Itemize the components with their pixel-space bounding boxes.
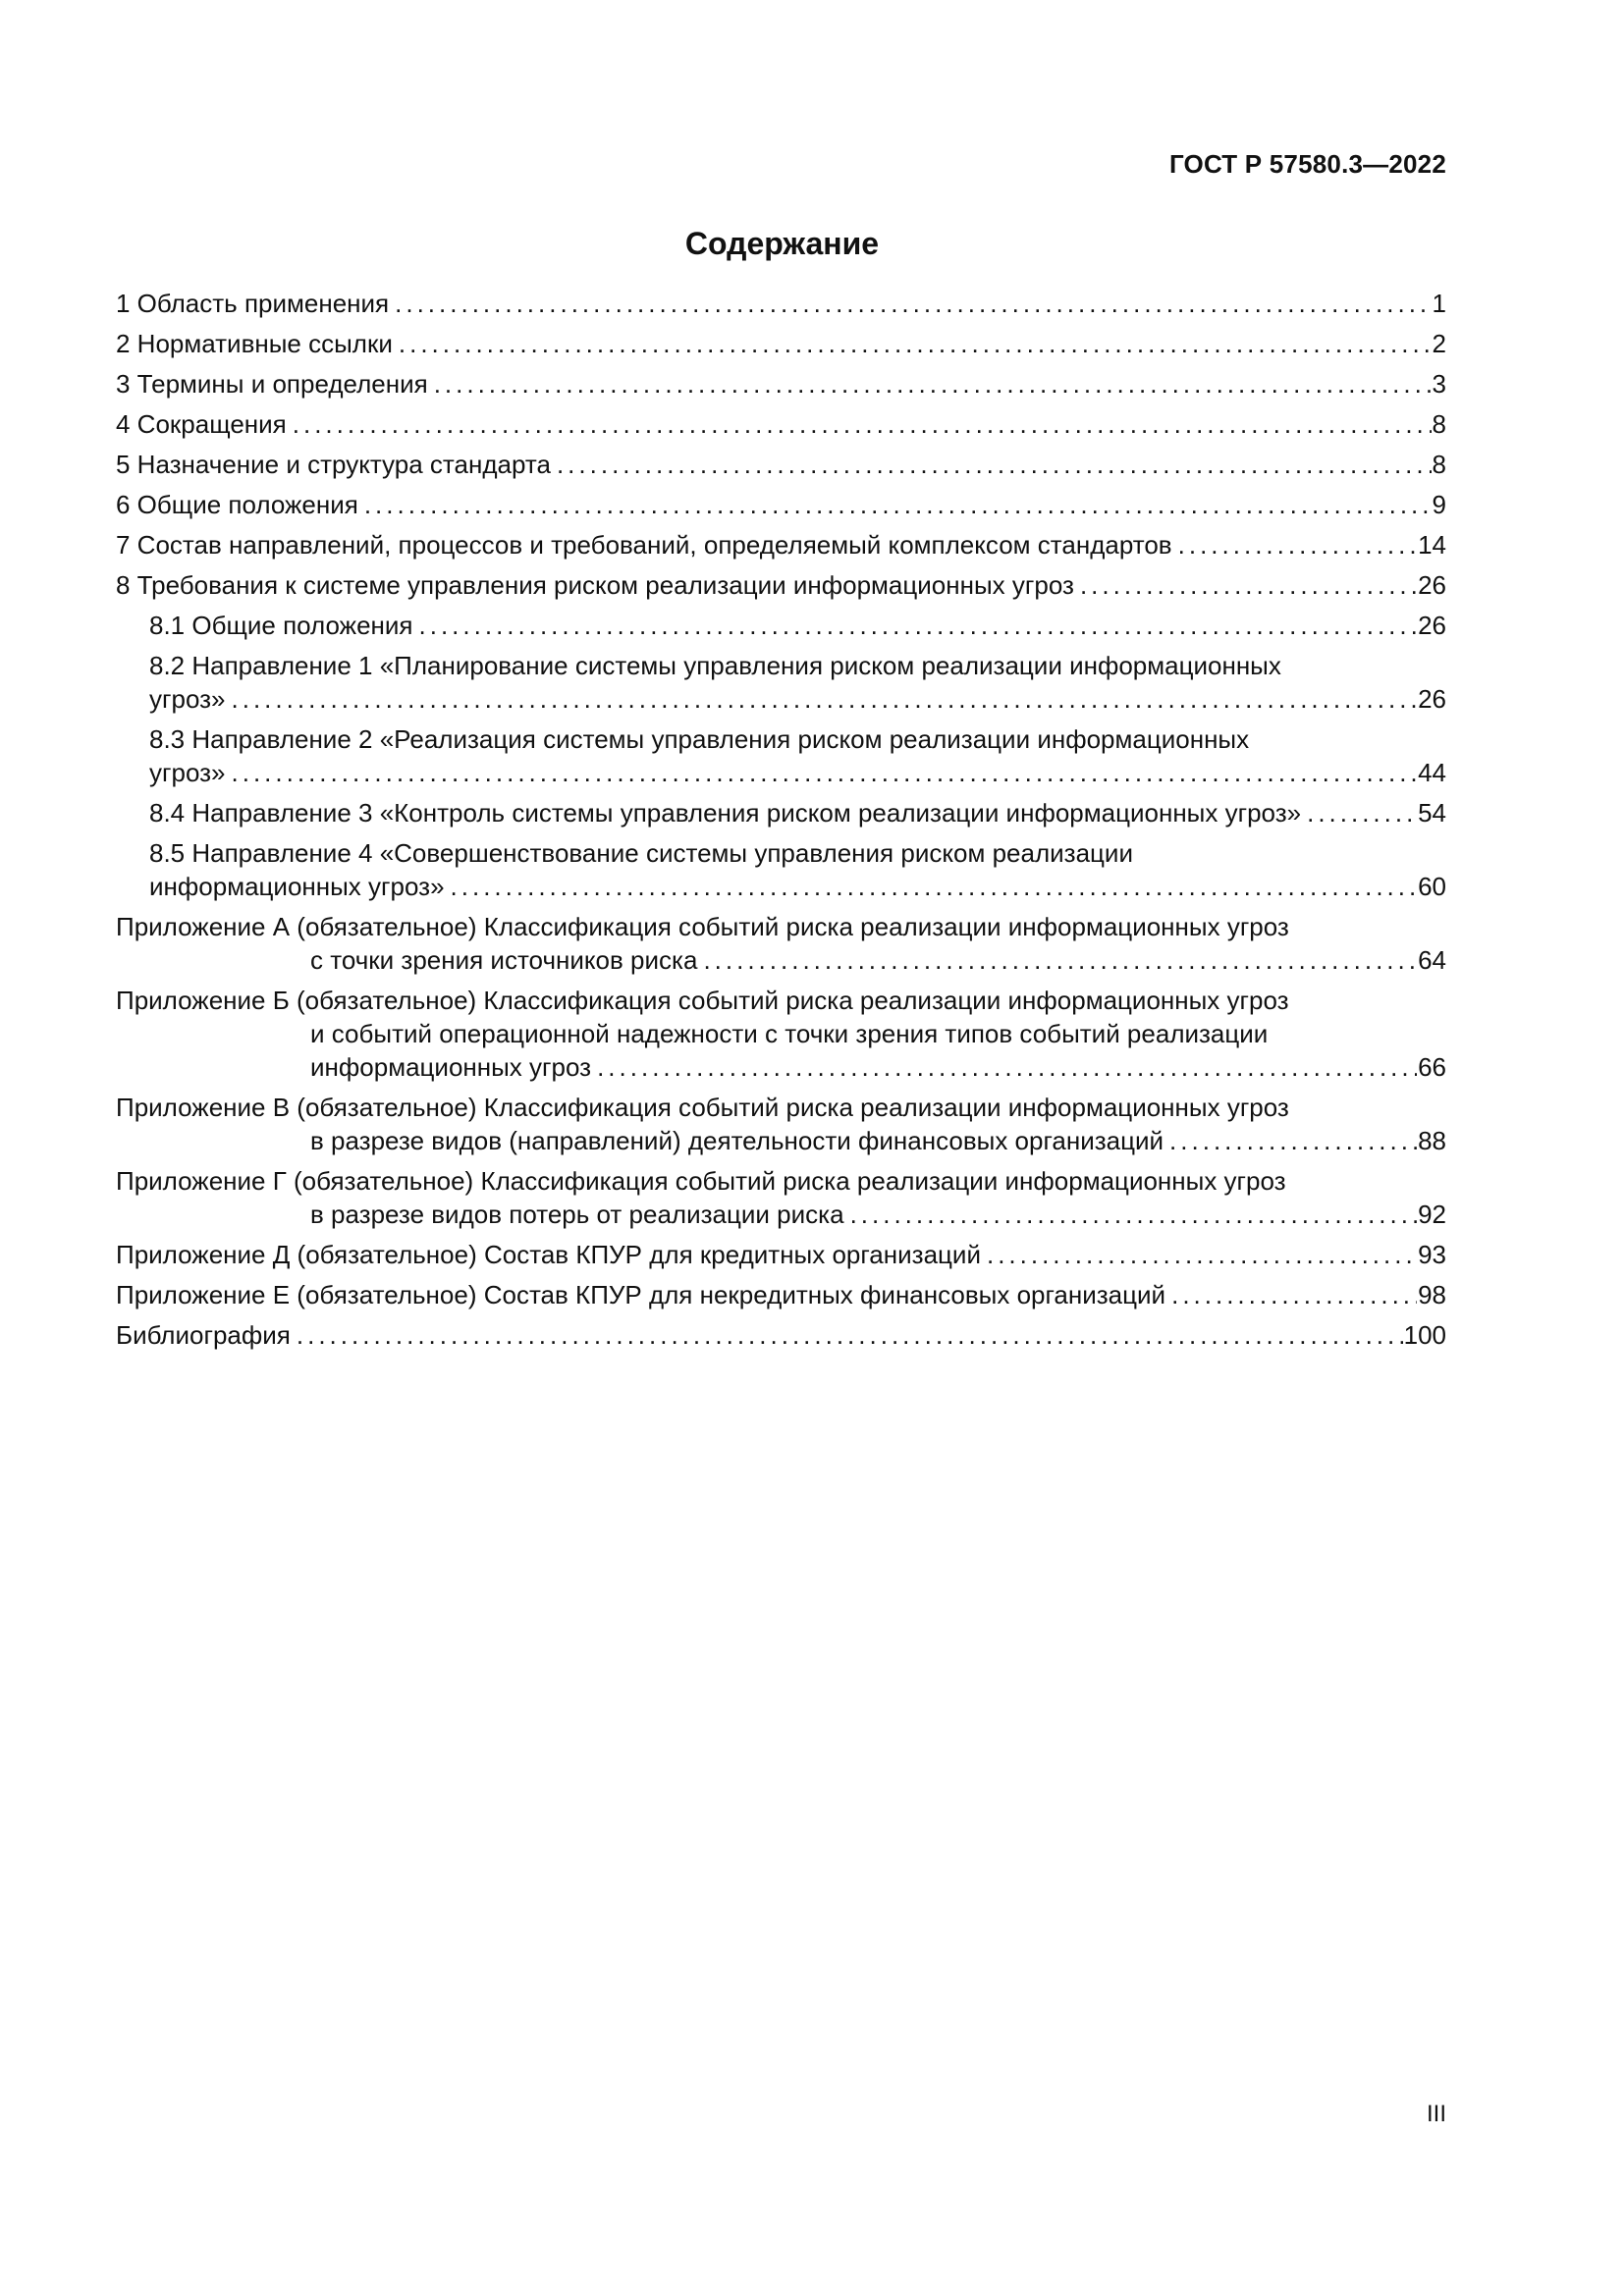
dot-leader: [1178, 528, 1417, 561]
toc-page-number: 98: [1418, 1280, 1446, 1309]
dot-leader: [1169, 1124, 1417, 1157]
toc-page-number: 66: [1418, 1052, 1446, 1082]
toc-entry-line: [116, 1017, 1446, 1050]
toc-entry-line: [116, 448, 1446, 481]
toc-page-number: 64: [1418, 945, 1446, 975]
toc-entry-text: угроз»: [149, 758, 226, 787]
toc-page-number: 44: [1418, 758, 1446, 787]
dot-leader: [293, 407, 1432, 441]
toc-entry[interactable]: [116, 327, 1446, 360]
toc-entry-text: 8.4 Направление 3 «Контроль системы управления риском реализации информационных угроз»: [149, 798, 1302, 828]
document-header: ГОСТ Р 57580.3—2022: [1168, 149, 1446, 179]
toc-page-number: 2: [1432, 329, 1446, 358]
toc-entry-text: с точки зрения источников риска: [310, 945, 698, 975]
toc-entry-line: [116, 367, 1446, 400]
toc-entry-line: [116, 1238, 1446, 1271]
toc-page-number: 14: [1418, 530, 1446, 560]
dot-leader: [987, 1238, 1417, 1271]
toc-entry-text: 1 Область применения: [116, 289, 390, 318]
toc-entry[interactable]: [116, 488, 1446, 521]
toc-page-number: 100: [1403, 1320, 1446, 1350]
toc-entry-line: [116, 488, 1446, 521]
toc-entry-line: [116, 528, 1446, 561]
toc-entry[interactable]: [116, 287, 1446, 320]
toc-entry-text: в разрезе видов потерь от реализации риска: [310, 1200, 844, 1229]
toc-entry-line: [116, 870, 1446, 903]
toc-entry[interactable]: [116, 910, 1446, 977]
toc-entry-line: [116, 1124, 1446, 1157]
toc-entry-text: в разрезе видов (направлений) деятельности финансовых организаций: [310, 1126, 1164, 1155]
dot-leader: [850, 1198, 1418, 1231]
toc-entry-text: 8.1 Общие положения: [149, 611, 413, 640]
toc-entry-text: информационных угроз: [310, 1052, 592, 1082]
toc-entry-line: [116, 649, 1446, 682]
toc-page-number: 54: [1418, 798, 1446, 828]
dot-leader: [1080, 568, 1417, 602]
toc-entry[interactable]: [116, 367, 1446, 400]
dot-leader: [395, 287, 1431, 320]
toc-entry-line: [116, 1278, 1446, 1311]
toc-entry[interactable]: [116, 407, 1446, 441]
dot-leader: [597, 1050, 1417, 1084]
toc-page-number: 88: [1418, 1126, 1446, 1155]
toc-entry-line: [116, 1164, 1446, 1198]
dot-leader: [419, 609, 1418, 642]
toc-entry-line: [116, 682, 1446, 716]
toc-entry-line: [116, 1318, 1446, 1352]
toc-page-number: 92: [1418, 1200, 1446, 1229]
dot-leader: [364, 488, 1432, 521]
toc-entry[interactable]: [116, 528, 1446, 561]
toc-entry-line: [116, 836, 1446, 870]
toc-page-number: 8: [1432, 450, 1446, 479]
dot-leader: [1171, 1278, 1417, 1311]
toc-page-number: 26: [1418, 684, 1446, 714]
toc-entry-text: 3 Термины и определения: [116, 369, 428, 399]
toc-entry-text: 8 Требования к системе управления риском реализации информационных угроз: [116, 570, 1074, 600]
toc-page-number: 26: [1418, 570, 1446, 600]
toc-page-number: 60: [1418, 872, 1446, 901]
toc-entry[interactable]: [116, 1091, 1446, 1157]
toc-entry-text: 2 Нормативные ссылки: [116, 329, 393, 358]
dot-leader: [557, 448, 1432, 481]
dot-leader: [1307, 796, 1417, 829]
toc-entry-text: 8.5 Направление 4 «Совершенствование системы управления риском реализации: [149, 838, 1133, 868]
toc-entry-line: [116, 1091, 1446, 1124]
toc-entry[interactable]: [116, 1164, 1446, 1231]
toc-entry-text: Приложение А (обязательное) Классификация событий риска реализации информационных угроз: [116, 912, 1289, 941]
toc-entry[interactable]: [116, 1318, 1446, 1352]
toc-entry-line: [116, 568, 1446, 602]
dot-leader: [434, 367, 1432, 400]
toc-entry-text: Приложение Б (обязательное) Классификация событий риска реализации информационных угроз: [116, 986, 1289, 1015]
toc-entry[interactable]: [116, 568, 1446, 602]
toc-entry[interactable]: [116, 649, 1446, 716]
toc-title: Содержание: [684, 226, 880, 261]
toc-entry-line: [116, 1050, 1446, 1084]
dot-leader: [451, 870, 1418, 903]
dot-leader: [399, 327, 1432, 360]
toc-entry[interactable]: [116, 1238, 1446, 1271]
toc-entry-line: [116, 407, 1446, 441]
dot-leader: [232, 756, 1418, 789]
toc-entry-line: [116, 910, 1446, 943]
toc-page-number: 3: [1432, 369, 1446, 399]
toc-entry-line: [116, 1198, 1446, 1231]
toc-entry-text: 6 Общие положения: [116, 490, 358, 519]
toc-entry-line: [116, 984, 1446, 1017]
dot-leader: [232, 682, 1418, 716]
dot-leader: [703, 943, 1417, 977]
toc-page-number: 1: [1432, 289, 1446, 318]
toc-entry[interactable]: [116, 984, 1446, 1084]
toc-entry-text: и событий операционной надежности с точки зрения типов событий реализации: [310, 1019, 1269, 1048]
toc-page-number: 8: [1432, 409, 1446, 439]
toc-entry-text: 5 Назначение и структура стандарта: [116, 450, 551, 479]
toc-entry[interactable]: [116, 609, 1446, 642]
page-number: III: [1426, 2101, 1446, 2127]
toc-entry-text: 8.2 Направление 1 «Планирование системы управления риском реализации информационных: [149, 651, 1281, 680]
toc-entry-line: [116, 609, 1446, 642]
toc-entry-line: [116, 796, 1446, 829]
toc-page-number: 93: [1418, 1240, 1446, 1269]
toc-entry-line: [116, 287, 1446, 320]
toc-entry-text: информационных угроз»: [149, 872, 445, 901]
toc-entry-line: [116, 943, 1446, 977]
toc-entry-line: [116, 722, 1446, 756]
toc-entry-text: Приложение Д (обязательное) Состав КПУР для кредитных организаций: [116, 1240, 981, 1269]
toc-entry-line: [116, 327, 1446, 360]
toc-entry-text: 8.3 Направление 2 «Реализация системы управления риском реализации информационных: [149, 724, 1250, 754]
toc-entry-text: Приложение Г (обязательное) Классификация событий риска реализации информационных угроз: [116, 1166, 1286, 1196]
toc-entry-text: 7 Состав направлений, процессов и требований, определяемый комплексом стандартов: [116, 530, 1172, 560]
toc-entry-text: угроз»: [149, 684, 226, 714]
toc-entry[interactable]: [116, 448, 1446, 481]
toc-entry-text: Приложение В (обязательное) Классификация событий риска реализации информационных угроз: [116, 1093, 1289, 1122]
toc-page-number: 9: [1432, 490, 1446, 519]
toc-entry-line: [116, 756, 1446, 789]
toc-entry[interactable]: [116, 722, 1446, 789]
toc-entry-text: Библиография: [116, 1320, 291, 1350]
dot-leader: [297, 1318, 1403, 1352]
toc-entry-text: 4 Сокращения: [116, 409, 287, 439]
table-of-contents: [116, 287, 1446, 1359]
toc-entry[interactable]: [116, 836, 1446, 903]
toc-page-number: 26: [1418, 611, 1446, 640]
toc-entry[interactable]: [116, 1278, 1446, 1311]
toc-entry[interactable]: [116, 796, 1446, 829]
toc-entry-text: Приложение Е (обязательное) Состав КПУР для некредитных финансовых организаций: [116, 1280, 1166, 1309]
